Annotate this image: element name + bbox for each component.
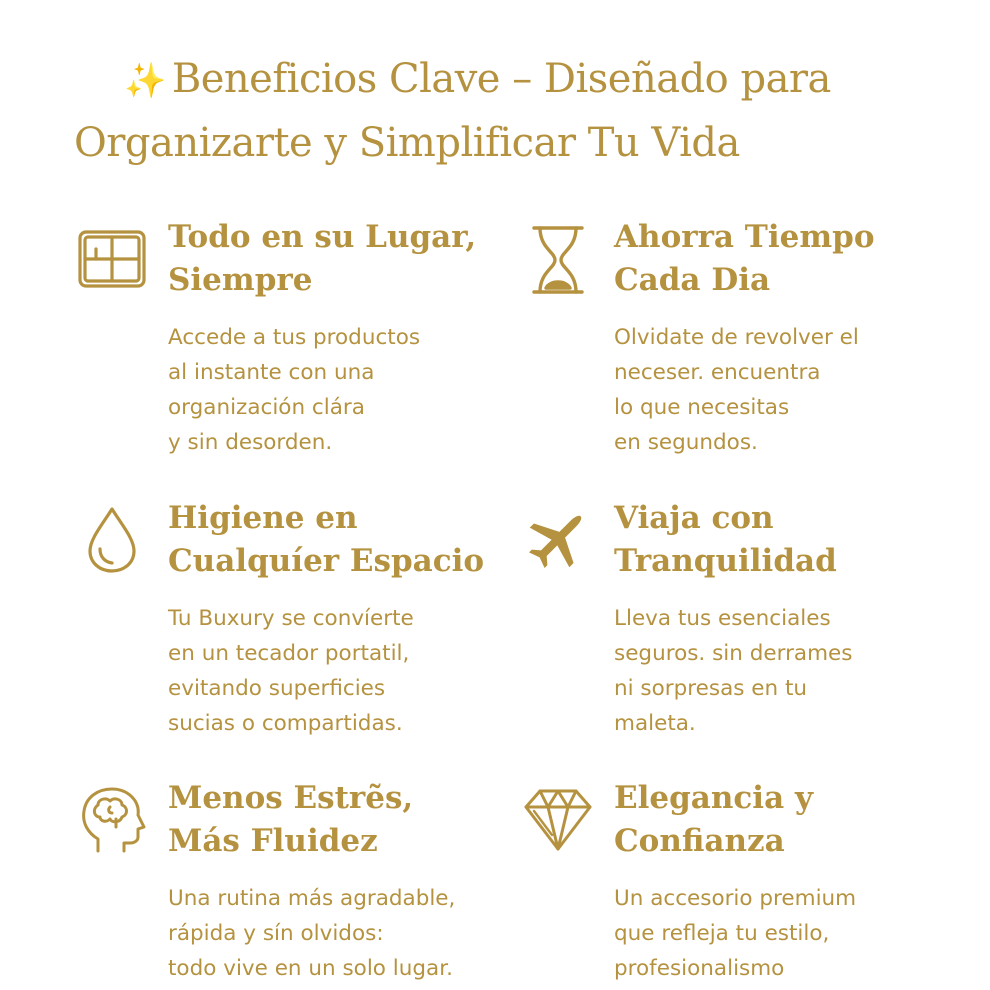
benefit-description: Un accesorio premium que refleja tu estilo, profesionalismo [614,886,857,981]
benefit-heading: Ahorra Tiempo Cada Dia [614,219,875,298]
benefit-description: Olvidate de revolver el neceser. encuentra lo que necesitas en segundos. [614,325,859,455]
benefit-heading: Menos Estrẽs, Más Fluidez [168,780,414,859]
page-title [74,48,934,174]
benefit-heading: Elegancia y Confianza [614,780,813,859]
benefit-heading: Higiene en Cualquíer Espacio [168,500,485,579]
benefit-description: Lleva tus esenciales seguros. sin derrames ni sorpresas en tu maleta. [614,606,853,736]
title-line-2: Organizarte y Simplificar Tu Vida [74,120,740,166]
benefit-heading: Viaja con Tranquilidad [614,500,837,579]
sparkles-icon: ✨ [124,61,166,101]
diamond-icon [522,783,594,855]
title-line-1 [74,48,934,112]
head-brain-icon [76,783,148,855]
water-drop-icon [76,503,148,575]
organizer-grid-icon [76,222,148,294]
benefit-description: Tu Buxury se convíerte en un tecador portatil, evitando superficies sucias o compartidas. [168,606,414,736]
title-line-1-text: Beneficios Clave – Diseñado para [171,56,831,102]
hourglass-icon [522,222,594,294]
airplane-icon [522,503,594,575]
benefit-heading: Todo en su Lugar, Siempre [168,219,477,298]
benefit-description: Una rutina más agradable, rápida y sín olvidos: todo vive en un solo lugar. [168,886,456,981]
benefit-description: Accede a tus productos al instante con una organización clára y sin desorden. [168,325,421,455]
